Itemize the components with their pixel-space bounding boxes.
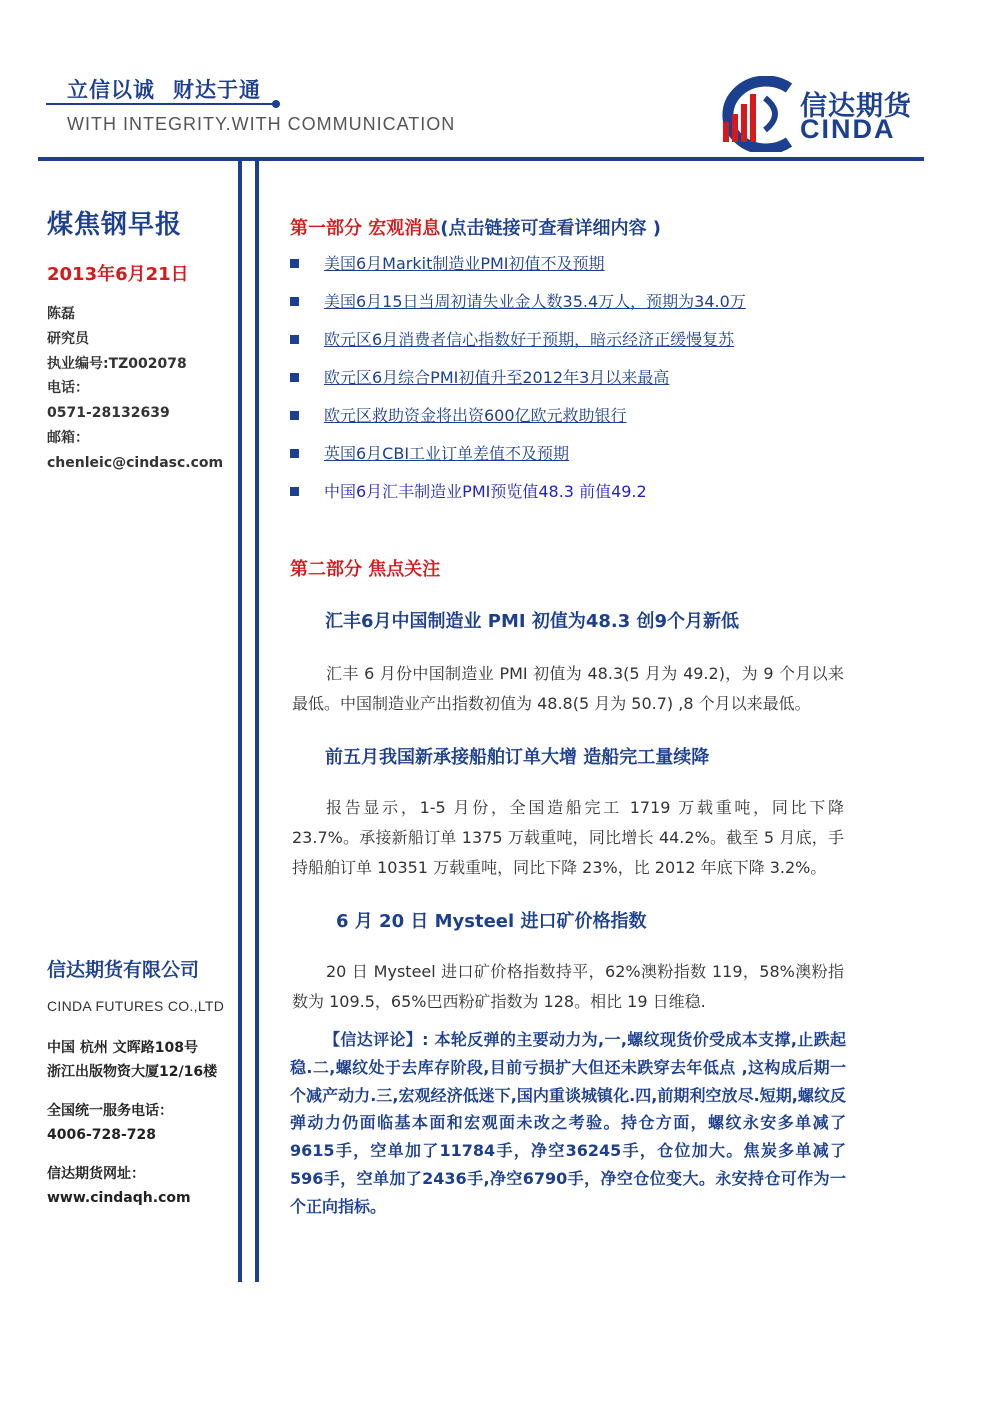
- address-line: 浙江出版物资大厦12/16楼: [47, 1064, 218, 1080]
- news-link[interactable]: 美国6月Markit制造业PMI初值不及预期: [324, 254, 605, 273]
- analyst-name: 陈磊: [47, 306, 75, 322]
- company-phone: [47, 1099, 173, 1147]
- news-link[interactable]: 英国6月CBI工业订单差值不及预期: [324, 444, 570, 463]
- analyst-phone: 0571-28132639: [47, 405, 170, 422]
- slogan-dot: [272, 100, 280, 108]
- list-item: [290, 365, 746, 403]
- slogan-cn: [67, 74, 261, 104]
- list-item: [290, 289, 746, 327]
- slogan-cn-2: 财达于通: [173, 78, 261, 102]
- list-item: [290, 403, 746, 441]
- square-bullet-icon: [290, 297, 299, 306]
- slogan-underline: [46, 103, 278, 105]
- focus-title: 前五月我国新承接船舶订单大增 造船完工量续降: [325, 747, 710, 768]
- company-address: [47, 1036, 217, 1084]
- logo-text-cn: 信达期货: [800, 91, 912, 122]
- analyst-license: 执业编号:TZ002078: [47, 355, 187, 372]
- vertical-divider-left: [238, 160, 242, 1282]
- focus-body: 20 日 Mysteel 进口矿价格指数持平，62%澳粉指数 119，58%澳粉指数为 109.5，65%巴西粉矿指数为 128。相比 19 日维稳.: [292, 962, 844, 1011]
- analyst-role: 研究员: [47, 330, 89, 347]
- analyst-comment: 【信达评论】: 本轮反弹的主要动力为,一,螺纹现货价受成本支撑,止跌起稳.二,螺纹处于去库存阶段,目前亏损扩大但还未跌穿去年低点 ,这构成后期一个减产动力.三,宏观经济低迷下,国内重谈城镇化.四,前期利空放尽.短期,螺纹反弹动力仍面临基本面和宏观面未改之考验。持仓方面，螺纹永安多单减了9615手，空单加了11784手，净空36245手，仓位加大。焦炭多单减了596手，空单加了2436手,净空6790手，净空仓位变大。永安持仓可作为一个正向指标。: [290, 1030, 846, 1216]
- part2-heading: 第二部分 焦点关注: [290, 559, 441, 580]
- square-bullet-icon: [290, 373, 299, 382]
- company-name-en: CINDA FUTURES CO.,LTD: [47, 998, 225, 1014]
- slogan-cn-1: 立信以诚: [67, 78, 155, 102]
- list-item: [290, 479, 746, 517]
- report-date: 2013年6月21日: [47, 264, 189, 285]
- analyst-email-label: 邮箱：: [47, 429, 89, 446]
- focus-title: 汇丰6月中国制造业 PMI 初值为48.3 创9个月新低: [325, 611, 740, 632]
- square-bullet-icon: [290, 259, 299, 268]
- analyst-phone-label: 电话：: [47, 380, 89, 397]
- part1-heading: [290, 214, 661, 240]
- website-label: 信达期货网址：: [47, 1166, 145, 1182]
- company-name: 信达期货有限公司: [47, 959, 200, 981]
- list-item: [290, 251, 746, 289]
- list-item: [290, 327, 746, 365]
- news-link[interactable]: 欧元区6月消费者信心指数好于预期，暗示经济正缓慢复苏: [324, 330, 735, 349]
- vertical-divider-right: [255, 160, 259, 1282]
- square-bullet-icon: [290, 335, 299, 344]
- square-bullet-icon: [290, 487, 299, 496]
- analyst-email: chenleic@cindasc.com: [47, 454, 224, 471]
- focus-title: 6 月 20 日 Mysteel 进口矿价格指数: [336, 911, 647, 932]
- logo-text-en: CINDA: [800, 114, 896, 144]
- news-link[interactable]: 欧元区6月综合PMI初值升至2012年3月以来最高: [324, 368, 670, 387]
- macro-news-list: [290, 251, 746, 517]
- news-link[interactable]: 美国6月15日当周初请失业金人数35.4万人，预期为34.0万: [324, 292, 746, 311]
- slogan-en: WITH INTEGRITY.WITH COMMUNICATION: [67, 114, 456, 134]
- website-url: www.cindaqh.com: [47, 1190, 191, 1206]
- news-item-text: 中国6月汇丰制造业PMI预览值48.3 前值49.2: [324, 482, 647, 501]
- square-bullet-icon: [290, 411, 299, 420]
- company-website: [47, 1162, 191, 1210]
- square-bullet-icon: [290, 449, 299, 458]
- part1-heading-note: (点击链接可查看详细内容 ): [440, 218, 661, 239]
- address-line: 中国 杭州 文晖路108号: [47, 1040, 198, 1056]
- list-item: [290, 441, 746, 479]
- header-divider: [38, 157, 924, 161]
- focus-body: 报告显示，1-5 月份，全国造船完工 1719 万载重吨，同比下降 23.7%。承接新船订单 1375 万载重吨，同比增长 44.2%。截至 5 月底，手持船舶订单 10351 万载重吨，同比下降 23%，比 2012 年底下降 3.2%。: [292, 798, 844, 877]
- phone-label: 全国统一服务电话：: [47, 1103, 173, 1119]
- part1-heading-text: 第一部分 宏观消息: [290, 218, 441, 239]
- analyst-contact: [47, 302, 223, 476]
- report-title: 煤焦钢早报: [47, 210, 183, 240]
- phone-number: 4006-728-728: [47, 1127, 157, 1143]
- focus-body: 汇丰 6 月份中国制造业 PMI 初值为 48.3(5 月为 49.2)，为 9 个月以来最低。中国制造业产出指数初值为 48.8(5 月为 50.7) ,8 个月以来最低。: [292, 664, 844, 713]
- news-link[interactable]: 欧元区救助资金将出资600亿欧元救助银行: [324, 406, 627, 425]
